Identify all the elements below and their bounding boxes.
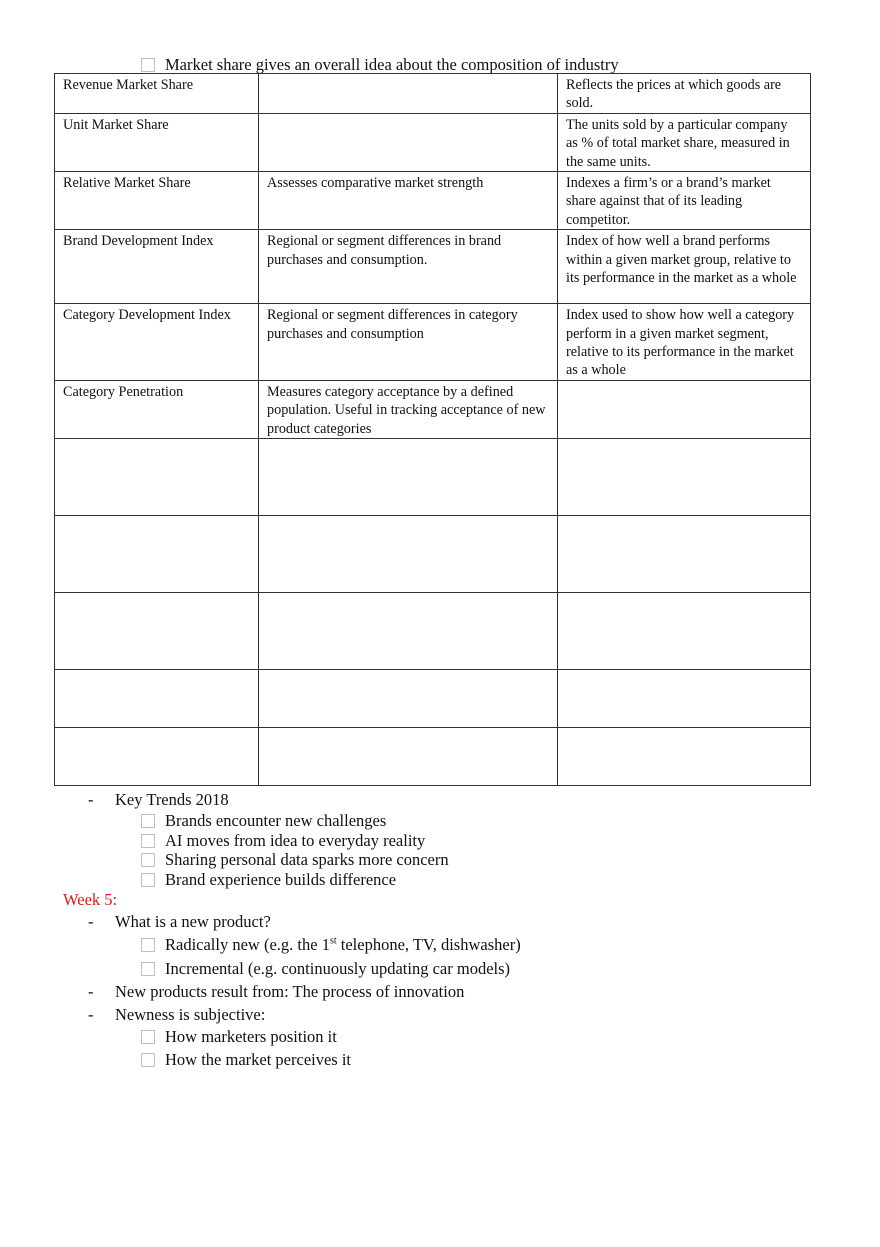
dash-marker: - [88,1005,94,1024]
table-cell [55,439,259,516]
table-cell: Brand Development Index [55,230,259,304]
bullet-box-icon [141,853,155,867]
bullet-box-icon [141,814,155,828]
table-cell: Relative Market Share [55,172,259,230]
newness-text: Newness is subjective: [115,1005,266,1024]
table-cell: The units sold by a particular company as % of total market share, measured in the same units. [558,113,811,171]
table-cell [259,113,558,171]
table-cell: Unit Market Share [55,113,259,171]
ordinal-suffix: st [329,935,337,947]
key-trend-item: AI moves from idea to everyday reality [165,831,426,850]
dash-marker: - [88,912,94,931]
dash-marker: - [88,982,94,1001]
table-cell [259,516,558,593]
bullet-box-icon [141,962,155,976]
bullet-box-icon [141,938,155,952]
table-cell: Index used to show how well a category perform in a given market segment, relative to its performance in the market as a whole [558,304,811,381]
table-cell: Indexes a firm’s or a brand’s market share against that of its leading competitor. [558,172,811,230]
incremental-item: Incremental (e.g. continuously updating car models) [165,959,511,978]
table-row [55,593,811,670]
innovation-text: New products result from: The process of innovation [115,982,465,1001]
week5-heading: Week 5: [63,890,118,909]
table-cell [259,728,558,786]
new-product-question: What is a new product? [115,912,271,931]
table-cell [55,728,259,786]
bullet-box-icon [141,1030,155,1044]
bullet-box-icon [141,1053,155,1067]
table-cell [55,670,259,728]
table-cell [259,670,558,728]
key-trends-title: Key Trends 2018 [115,790,229,809]
bullet-box-icon [141,873,155,887]
table-row [55,74,811,114]
table-cell [558,728,811,786]
key-trend-item: Brands encounter new challenges [165,811,387,830]
table-row [55,728,811,786]
table-row [55,380,811,438]
table-cell: Category Development Index [55,304,259,381]
table-cell: Assesses comparative market strength [259,172,558,230]
table-cell: Regional or segment differences in brand purchases and consumption. [259,230,558,304]
bullet-box-icon [141,58,155,72]
table-cell [558,670,811,728]
radical-item [165,935,521,955]
table-row [55,172,811,230]
table-cell: Index of how well a brand performs within a given market group, relative to its performance in the market as a whole [558,230,811,304]
table-cell: Regional or segment differences in category purchases and consumption [259,304,558,381]
table-cell [558,380,811,438]
radical-text-rest: telephone, TV, dishwasher) [336,935,521,954]
table-cell: Reflects the prices at which goods are sold. [558,74,811,114]
market-share-table [54,73,811,786]
key-trend-item: Brand experience builds difference [165,870,397,889]
table-row [55,670,811,728]
newness-item: How the market perceives it [165,1050,352,1069]
table-cell: Measures category acceptance by a defined population. Useful in tracking acceptance of new product categories [259,380,558,438]
table-cell [55,516,259,593]
table-cell: Category Penetration [55,380,259,438]
table-cell: Revenue Market Share [55,74,259,114]
table-row [55,439,811,516]
key-trend-item: Sharing personal data sparks more concern [165,850,449,869]
bullet-box-icon [141,834,155,848]
table-row [55,516,811,593]
table-cell [558,593,811,670]
intro-bullet-text: Market share gives an overall idea about the composition of industry [165,55,619,74]
newness-item: How marketers position it [165,1027,337,1046]
table-cell [558,439,811,516]
table-row [55,113,811,171]
table-cell [55,593,259,670]
table-cell [558,516,811,593]
table-cell [259,593,558,670]
dash-marker: - [88,790,94,809]
table-cell [259,439,558,516]
radical-text: Radically new (e.g. the 1 [165,935,330,954]
table-row [55,304,811,381]
table-cell [259,74,558,114]
table-row [55,230,811,304]
